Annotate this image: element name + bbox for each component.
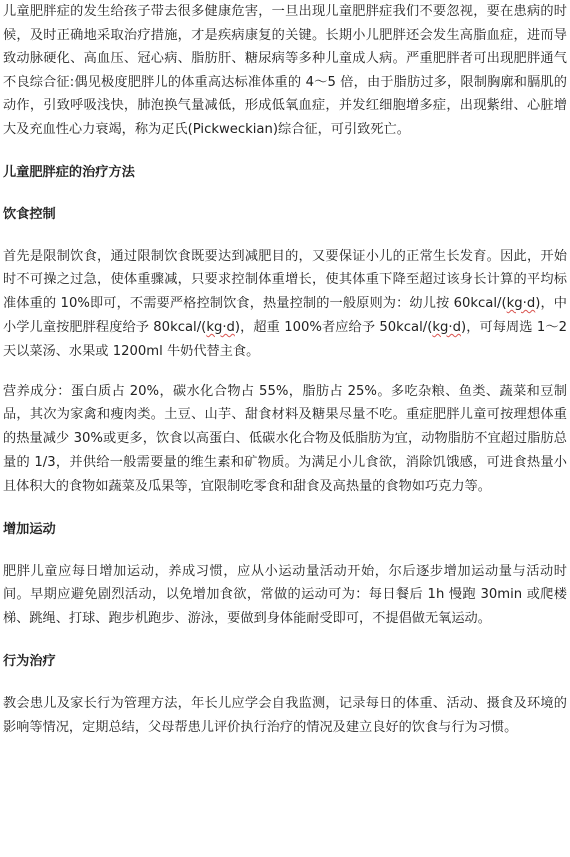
intro-paragraph: 儿童肥胖症的发生给孩子带去很多健康危害，一旦出现儿童肥胖症我们不要忽视，要在患病的时候，及时正确地采取治疗措施，才是疾病康复的关键。长期小儿肥胖还会发生高脂血症，进而导致动脉硬化、高血压、冠心病、脂肪肝、糖尿病等多种儿童成人病。严重肥胖者可出现肥胖通气不良综合征:偶见极度肥胖儿的体重高达标准体重的 4～5 倍，由于脂肪过多，限制胸廓和膈肌的动作，引致呼吸浅快，肺泡换气量减低，形成低氧血症，并发红细胞增多症，出现紫绀、心脏增大及充血性心力衰竭，称为疋氏(Pickweckian)综合征，可引致死亡。	[3, 4, 567, 137]
spacer	[3, 184, 567, 203]
diet-paragraph-2: 营养成分：蛋白质占 20%，碳水化合物占 55%，脂肪占 25%。多吃杂粮、鱼类、蔬菜和豆制品，其次为家禽和瘦肉类。土豆、山芋、甜食材料及糖果尽量不吃。重症肥胖儿童可按理想体重的热量减少 30%或更多，饮食以高蛋白、低碳水化合物及低脂肪为宜，动物脂肪不宜超过脂肪总量的 1/3，并供给一般需要量的维生素和矿物质。为满足小儿食欲，消除饥饿感，可进食热量小且体积大的食物如蔬菜及瓜果等，宜限制吃零食和甜食及高热量的食物如巧克力等。	[3, 383, 567, 494]
exercise-heading: 增加运动	[3, 521, 56, 537]
exercise-paragraph: 肥胖儿童应每日增加运动，养成习惯，应从小运动量活动开始，尔后逐步增加运动量与活动时间。早期应避免剧烈活动，以免增加食欲，常做的运动可为：每日餐后 1h 慢跑 30min 或爬楼梯、跳绳、打球、跑步机跑步、游泳，要做到身体能耐受即可，不提倡做无氧运动。	[3, 563, 567, 627]
spacer	[3, 499, 567, 518]
spacer	[3, 364, 567, 380]
spacer	[3, 631, 567, 650]
diet-heading: 饮食控制	[3, 206, 56, 222]
diet-text-c: )，超重 100%者应给予 50kcal/(	[234, 319, 433, 335]
diet-text-d: )，可每周选 1～2 天以菜汤、水果或 1200ml 牛奶代替主食。	[3, 319, 567, 359]
kgd-unit: kg·d	[506, 296, 536, 312]
spacer	[3, 142, 567, 161]
article-body	[3, 0, 567, 740]
kgd-unit: kg·d	[432, 319, 461, 335]
spacer	[3, 541, 567, 560]
spacer	[3, 673, 567, 692]
diet-text-a: 首先是限制饮食，通过限制饮食既要达到减肥目的，又要保证小儿的正常生长发育。因此，开始时不可操之过急，使体重骤减，只要求控制体重增长，使其体重下降至超过该身长计算的平均标准体重的 10%即可，不需要严格控制饮食，热量控制的一般原则为：幼儿按 60kcal/(	[3, 248, 567, 312]
behavior-heading: 行为治疗	[3, 653, 56, 669]
spacer	[3, 226, 567, 245]
section-title: 儿童肥胖症的治疗方法	[3, 164, 135, 180]
kgd-unit: kg·d	[206, 319, 235, 335]
behavior-paragraph: 教会患儿及家长行为管理方法，年长儿应学会自我监测，记录每日的体重、活动、摄食及环境的影响等情况，定期总结，父母帮患儿评价执行治疗的情况及建立良好的饮食与行为习惯。	[3, 695, 567, 735]
diet-text-b: )，中小学儿童按肥胖程度给予 80kcal/(	[3, 296, 567, 335]
diet-paragraph-1	[3, 245, 567, 364]
